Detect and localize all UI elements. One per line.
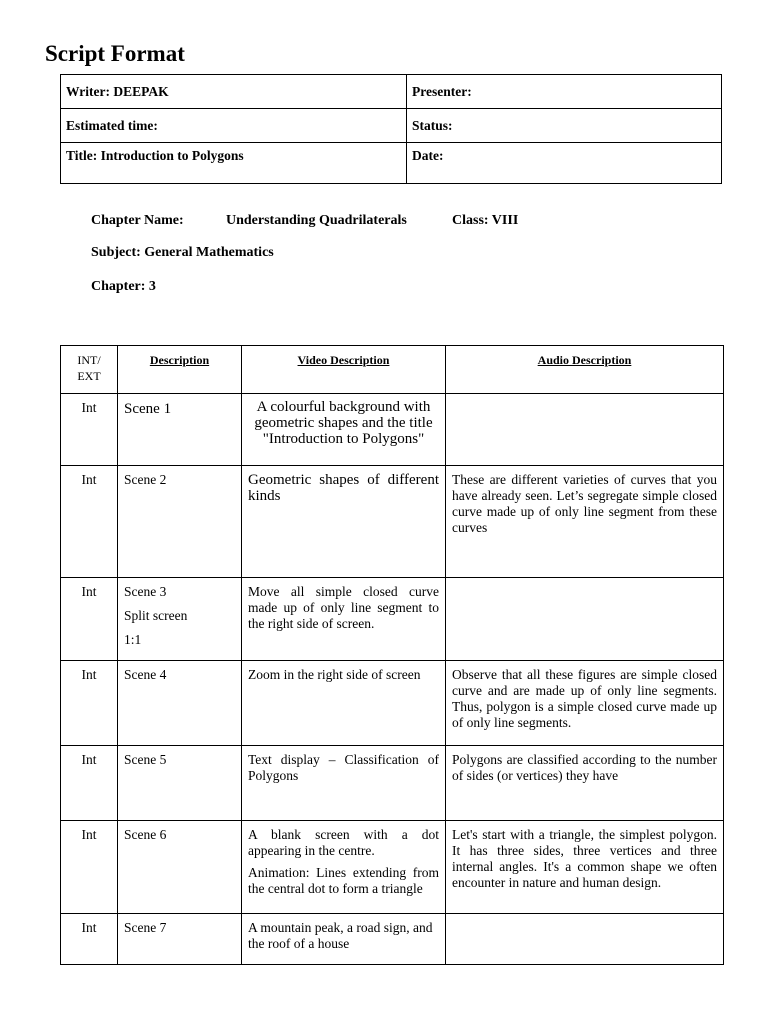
table-row	[61, 394, 724, 466]
audio-text: These are different varieties of curves that you have already seen. Let’s segregate simple closed curve made up of only line segment from these curves	[452, 472, 717, 535]
scene-cell	[118, 746, 242, 821]
video-text: A blank screen with a dot appearing in the centre.	[248, 827, 439, 858]
header-description-label: Description	[149, 353, 210, 367]
header-audio	[446, 346, 724, 394]
table-row	[61, 578, 724, 661]
scene-cell	[118, 578, 242, 661]
date-cell: Date:	[407, 143, 722, 184]
header-description	[118, 346, 242, 394]
scene-label: Split screen	[124, 608, 188, 623]
writer-cell: Writer: DEEPAK	[61, 75, 407, 109]
int-cell: Int	[61, 661, 118, 746]
video-text: Geometric shapes of different kinds	[248, 472, 439, 504]
table-row	[61, 746, 724, 821]
table-row	[61, 914, 724, 965]
script-table	[60, 345, 724, 965]
table-row	[61, 821, 724, 914]
int-cell: Int	[61, 578, 118, 661]
audio-cell	[446, 466, 724, 578]
title-cell: Title: Introduction to Polygons	[61, 143, 407, 184]
int-cell: Int	[61, 394, 118, 466]
int-cell: Int	[61, 821, 118, 914]
int-cell: Int	[61, 746, 118, 821]
audio-cell	[446, 914, 724, 965]
audio-cell	[446, 821, 724, 914]
chapter-name-label: Chapter Name:	[91, 213, 184, 228]
audio-text: Observe that all these figures are simple closed curve and are made up of only line segments. Thus, polygon is a simple closed curve made up of only line segments.	[452, 667, 717, 730]
int-cell: Int	[61, 466, 118, 578]
video-cell	[242, 914, 446, 965]
video-cell	[242, 661, 446, 746]
scene-label: Scene 3	[124, 584, 167, 599]
chapter-label: Chapter: 3	[91, 279, 156, 294]
scene-cell	[118, 466, 242, 578]
header-int-ext: INT/ EXT	[61, 346, 118, 394]
scene-cell	[118, 661, 242, 746]
page-title: Script Format	[45, 41, 185, 66]
subject-label: Subject: General Mathematics	[91, 245, 274, 260]
video-cell	[242, 746, 446, 821]
scene-cell	[118, 821, 242, 914]
header-video	[242, 346, 446, 394]
int-cell: Int	[61, 914, 118, 965]
scene-label: Scene 6	[124, 827, 167, 842]
audio-cell	[446, 746, 724, 821]
scene-cell	[118, 914, 242, 965]
video-cell	[242, 821, 446, 914]
meta-row	[61, 75, 722, 109]
scene-label: 1:1	[124, 632, 142, 647]
video-text: Zoom in the right side of screen	[248, 667, 421, 682]
video-text: Text display – Classification of Polygons	[248, 752, 439, 783]
audio-text: Let's start with a triangle, the simplest polygon. It has three sides, three vertices and three internal angles. It's a common shape we often encounter in nature and human design.	[452, 827, 717, 890]
audio-cell	[446, 578, 724, 661]
chapter-name-value: Understanding Quadrilaterals	[226, 213, 407, 228]
meta-table	[60, 74, 722, 184]
audio-cell	[446, 394, 724, 466]
video-cell	[242, 394, 446, 466]
header-row	[61, 346, 724, 394]
scene-label: Scene 5	[124, 752, 167, 767]
scene-label: Scene 2	[124, 472, 167, 487]
video-cell	[242, 466, 446, 578]
video-cell	[242, 578, 446, 661]
estimated-time-cell: Estimated time:	[61, 109, 407, 143]
video-text: A colourful background with geometric shapes and the title "Introduction to Polygons"	[254, 399, 433, 447]
video-text: Move all simple closed curve made up of only line segment to the right side of screen.	[248, 584, 439, 631]
video-text: Animation: Lines extending from the central dot to form a triangle	[248, 865, 439, 896]
presenter-cell: Presenter:	[407, 75, 722, 109]
audio-cell	[446, 661, 724, 746]
header-audio-label: Audio Description	[537, 353, 632, 367]
scene-cell	[118, 394, 242, 466]
scene-label: Scene 4	[124, 667, 167, 682]
video-text: A mountain peak, a road sign, and the roof of a house	[248, 920, 433, 951]
header-video-label: Video Description	[297, 353, 390, 367]
class-label: Class: VIII	[452, 213, 519, 228]
table-row	[61, 466, 724, 578]
scene-label: Scene 7	[124, 920, 167, 935]
table-row	[61, 661, 724, 746]
scene-label: Scene 1	[124, 401, 172, 417]
meta-row	[61, 109, 722, 143]
status-cell: Status:	[407, 109, 722, 143]
audio-text: Polygons are classified according to the number of sides (or vertices) they have	[452, 752, 717, 783]
meta-row	[61, 143, 722, 184]
